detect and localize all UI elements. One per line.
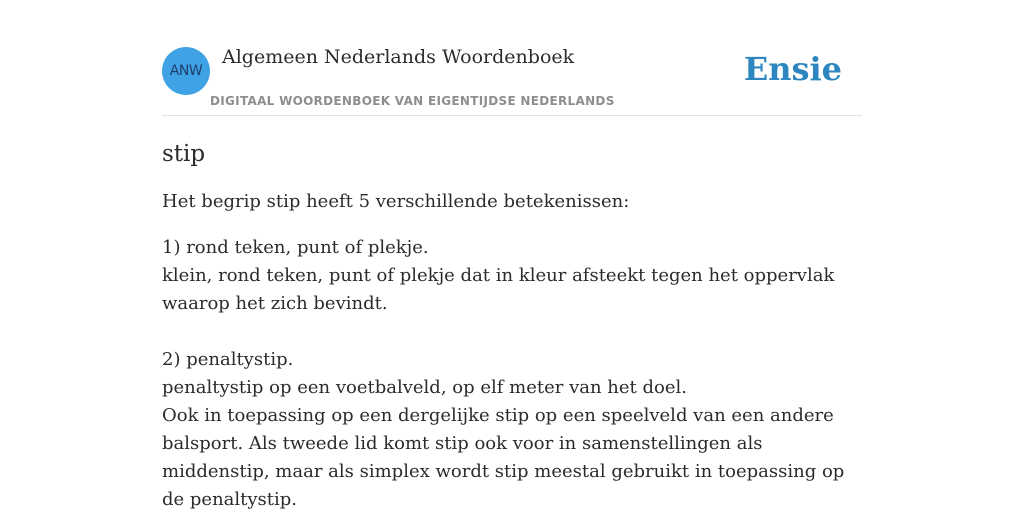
sense-item — [162, 346, 872, 512]
sense-definition: penaltystip op een voetbalveld, op elf meter van het doel. — [162, 377, 687, 398]
site-header — [162, 40, 862, 116]
sense-heading: 1) rond teken, punt of plekje. — [162, 237, 429, 258]
entry-content — [162, 138, 872, 512]
anw-logo[interactable]: ANW — [162, 47, 210, 95]
entry-term: stip — [162, 141, 206, 167]
site-subtitle: DIGITAAL WOORDENBOEK VAN EIGENTIJDSE NEDERLANDS — [210, 94, 615, 108]
entry-intro: Het begrip stip heeft 5 verschillende betekenissen: — [162, 191, 630, 212]
site-title[interactable]: Algemeen Nederlands Woordenboek — [222, 46, 575, 68]
sense-item — [162, 234, 872, 318]
sense-note: Ook in toepassing op een dergelijke stip op een speelveld van een andere balsport. Als tweede lid komt stip ook voor in samenstellingen als middenstip, maar als simplex wordt stip meestal gebruikt in toepassing op de penaltystip. — [162, 405, 845, 510]
sense-heading: 2) penaltystip. — [162, 349, 294, 370]
ensie-brand-logo[interactable]: Ensie — [743, 50, 842, 88]
sense-definition: klein, rond teken, punt of plekje dat in kleur afsteekt tegen het oppervlak waarop het zich bevindt. — [162, 265, 835, 314]
